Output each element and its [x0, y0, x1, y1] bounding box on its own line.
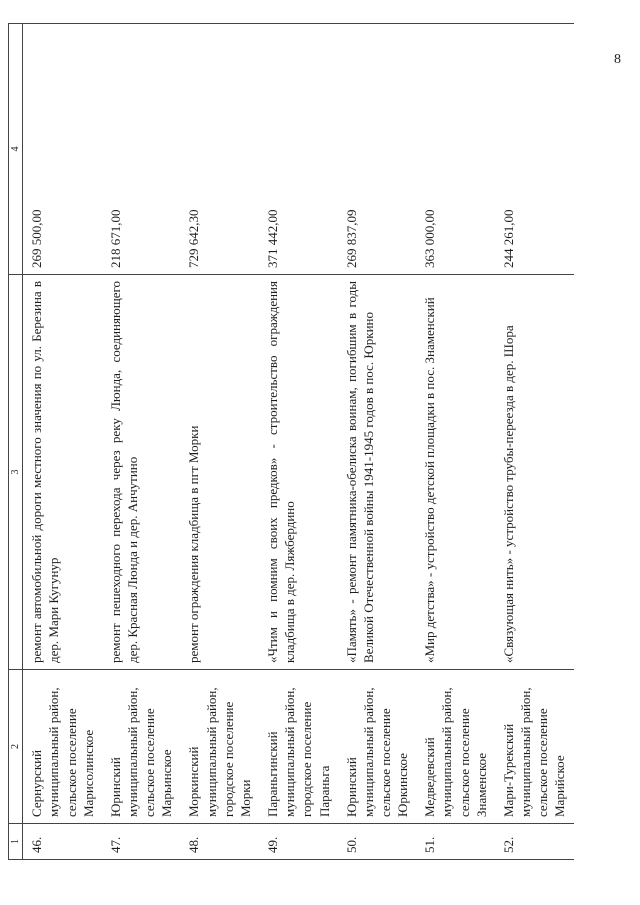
district-cell: Моркинский муниципальный район, городское поселение Морки: [180, 670, 259, 824]
work-cell: «Чтим и помним своих предков» - строительство ограждения кладбища в дер. Ляжбердино: [259, 275, 338, 670]
district-cell: Мари-Турекский муниципальный район, сельское поселение Марийское: [495, 670, 574, 824]
table-row: [259, 24, 338, 860]
row-number: 52.: [495, 824, 574, 860]
work-cell: ремонт ограждения кладбища в пгт Морки: [180, 275, 259, 670]
table-row: [180, 24, 259, 860]
amount-cell: 371 442,00: [259, 24, 338, 275]
work-cell: «Мир детства» - устройство детской площадки в пос. Знаменский: [416, 275, 495, 670]
table-row: [416, 24, 495, 860]
header-col-1: 1: [9, 824, 23, 860]
table-row: [102, 24, 181, 860]
rotated-table-wrapper: [8, 24, 568, 860]
district-cell: Юринский муниципальный район, сельское поселение Юркинское: [338, 670, 417, 824]
amount-cell: 363 000,00: [416, 24, 495, 275]
row-number: 50.: [338, 824, 417, 860]
projects-table: [8, 23, 574, 860]
amount-cell: 269 837,09: [338, 24, 417, 275]
work-cell: «Память» - ремонт памятника-обелиска воинам, погибшим в годы Великой Отечественной войны 1941-1945 годов в пос. Юркино: [338, 275, 417, 670]
amount-cell: 269 500,00: [23, 24, 102, 275]
table-row: [23, 24, 102, 860]
table-row: [338, 24, 417, 860]
amount-cell: 729 642,30: [180, 24, 259, 275]
amount-cell: 244 261,00: [495, 24, 574, 275]
header-col-4: 4: [9, 24, 23, 275]
row-number: 51.: [416, 824, 495, 860]
page-number: 8: [614, 52, 621, 67]
work-cell: ремонт пешеходного перехода через реку Люнда, соединяющего дер. Красная Люнда и дер. Анчутино: [102, 275, 181, 670]
work-cell: ремонт автомобильной дороги местного значения по ул. Березина в дер. Мари Кугунур: [23, 275, 102, 670]
row-number: 47.: [102, 824, 181, 860]
district-cell: Сернурский муниципальный район, сельское поселение Марисолинское: [23, 670, 102, 824]
table-row: [495, 24, 574, 860]
header-col-2: 2: [9, 670, 23, 824]
header-col-3: 3: [9, 275, 23, 670]
row-number: 48.: [180, 824, 259, 860]
district-cell: Медведевский муниципальный район, сельское поселение Знаменское: [416, 670, 495, 824]
row-number: 49.: [259, 824, 338, 860]
work-cell: «Связующая нить» - устройство трубы-переезда в дер. Шора: [495, 275, 574, 670]
row-number: 46.: [23, 824, 102, 860]
district-cell: Юринский муниципальный район, сельское поселение Марьинское: [102, 670, 181, 824]
amount-cell: 218 671,00: [102, 24, 181, 275]
district-cell: Параньгинский муниципальный район, городское поселение Параньга: [259, 670, 338, 824]
header-row: [9, 24, 23, 860]
